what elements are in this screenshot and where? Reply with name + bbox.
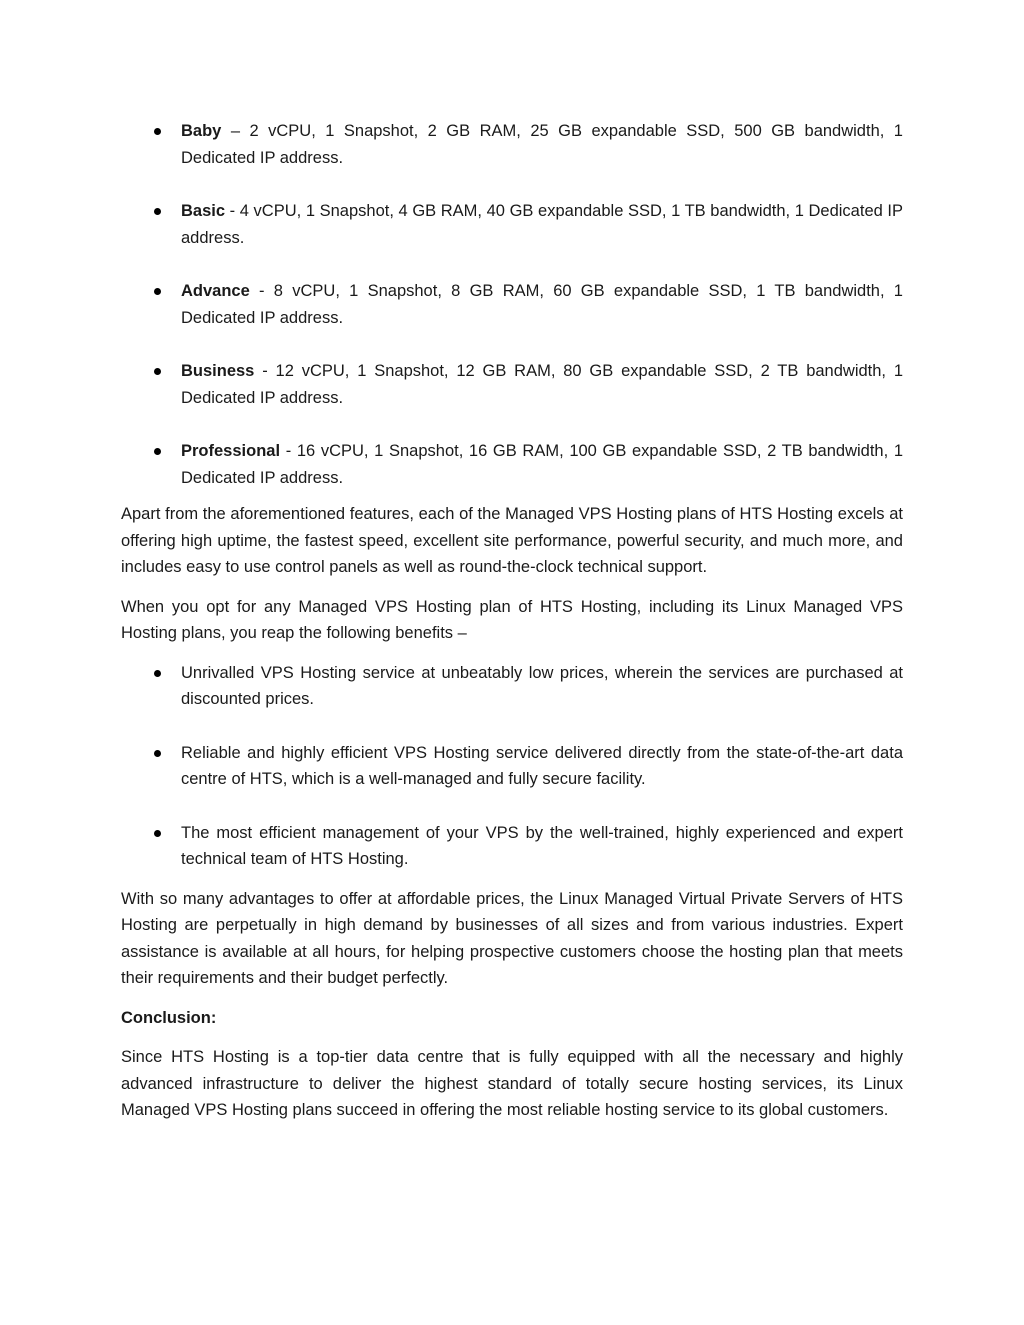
benefits-intro-paragraph: When you opt for any Managed VPS Hosting plan of HTS Hosting, including its Linux Managed VPS Hosting plans, you reap the following benefits – [121, 597, 903, 642]
bullet-icon [154, 830, 161, 837]
plan-details: 2 vCPU, 1 Snapshot, 2 GB RAM, 25 GB expandable SSD, 500 GB bandwidth, 1 Dedicated IP address. [181, 122, 903, 167]
conclusion-paragraph: Since HTS Hosting is a top-tier data centre that is fully equipped with all the necessary and highly advanced infrastructure to deliver the highest standard of totally secure hosting services, its Linux Managed VPS Hosting plans succeed in offering the most reliable hosting service to its global customers. [121, 1048, 903, 1119]
conclusion-heading: Conclusion: [121, 1008, 217, 1027]
benefit-text: The most efficient management of your VPS by the well-trained, highly experienced and expert technical team of HTS Hosting. [181, 823, 903, 868]
advantages-paragraph: With so many advantages to offer at affordable prices, the Linux Managed Virtual Private Servers of HTS Hosting are perpetually in high demand by businesses of all sizes and from various industries. Expert assistance is available at all hours, for helping prospective customers choose the hosting plan that meets their requirements and their budget perfectly. [121, 889, 903, 987]
plan-separator: - [249, 282, 274, 300]
bullet-icon [154, 128, 161, 135]
bullet-icon [154, 448, 161, 455]
bullet-icon [154, 208, 161, 215]
plan-separator: – [221, 122, 250, 140]
benefit-list [121, 660, 903, 873]
plan-details: 4 vCPU, 1 Snapshot, 4 GB RAM, 40 GB expandable SSD, 1 TB bandwidth, 1 Dedicated IP address. [181, 202, 903, 247]
plan-separator: - [225, 202, 240, 220]
benefit-item [121, 660, 903, 713]
plan-separator: - [280, 442, 297, 460]
plan-item-baby [121, 118, 903, 171]
benefit-item [121, 740, 903, 793]
features-paragraph: Apart from the aforementioned features, each of the Managed VPS Hosting plans of HTS Hosting excels at offering high uptime, the fastest speed, excellent site performance, powerful security, and much more, and includes easy to use control panels as well as round-the-clock technical support. [121, 505, 903, 576]
bullet-icon [154, 288, 161, 295]
plan-item-basic [121, 198, 903, 251]
plan-item-advance [121, 278, 903, 331]
plan-details: 16 vCPU, 1 Snapshot, 16 GB RAM, 100 GB expandable SSD, 2 TB bandwidth, 1 Dedicated IP address. [181, 442, 903, 487]
benefit-text: Unrivalled VPS Hosting service at unbeatably low prices, wherein the services are purchased at discounted prices. [181, 663, 903, 708]
plan-separator: - [254, 362, 276, 380]
plan-item-professional [121, 438, 903, 491]
plan-list [121, 118, 903, 491]
benefit-text: Reliable and highly efficient VPS Hosting service delivered directly from the state-of-the-art data centre of HTS, which is a well-managed and fully secure facility. [181, 743, 903, 788]
plan-name: Advance [181, 282, 250, 300]
plan-details: 12 vCPU, 1 Snapshot, 12 GB RAM, 80 GB expandable SSD, 2 TB bandwidth, 1 Dedicated IP address. [181, 362, 904, 407]
plan-details: 8 vCPU, 1 Snapshot, 8 GB RAM, 60 GB expandable SSD, 1 TB bandwidth, 1 Dedicated IP address. [181, 282, 903, 327]
bullet-icon [154, 368, 161, 375]
plan-name: Baby [181, 122, 222, 140]
plan-name: Basic [181, 202, 226, 220]
plan-name: Business [181, 362, 255, 380]
document-page [121, 118, 903, 1137]
plan-item-business [121, 358, 903, 411]
bullet-icon [154, 670, 161, 677]
bullet-icon [154, 750, 161, 757]
plan-name: Professional [181, 442, 281, 460]
benefit-item [121, 820, 903, 873]
